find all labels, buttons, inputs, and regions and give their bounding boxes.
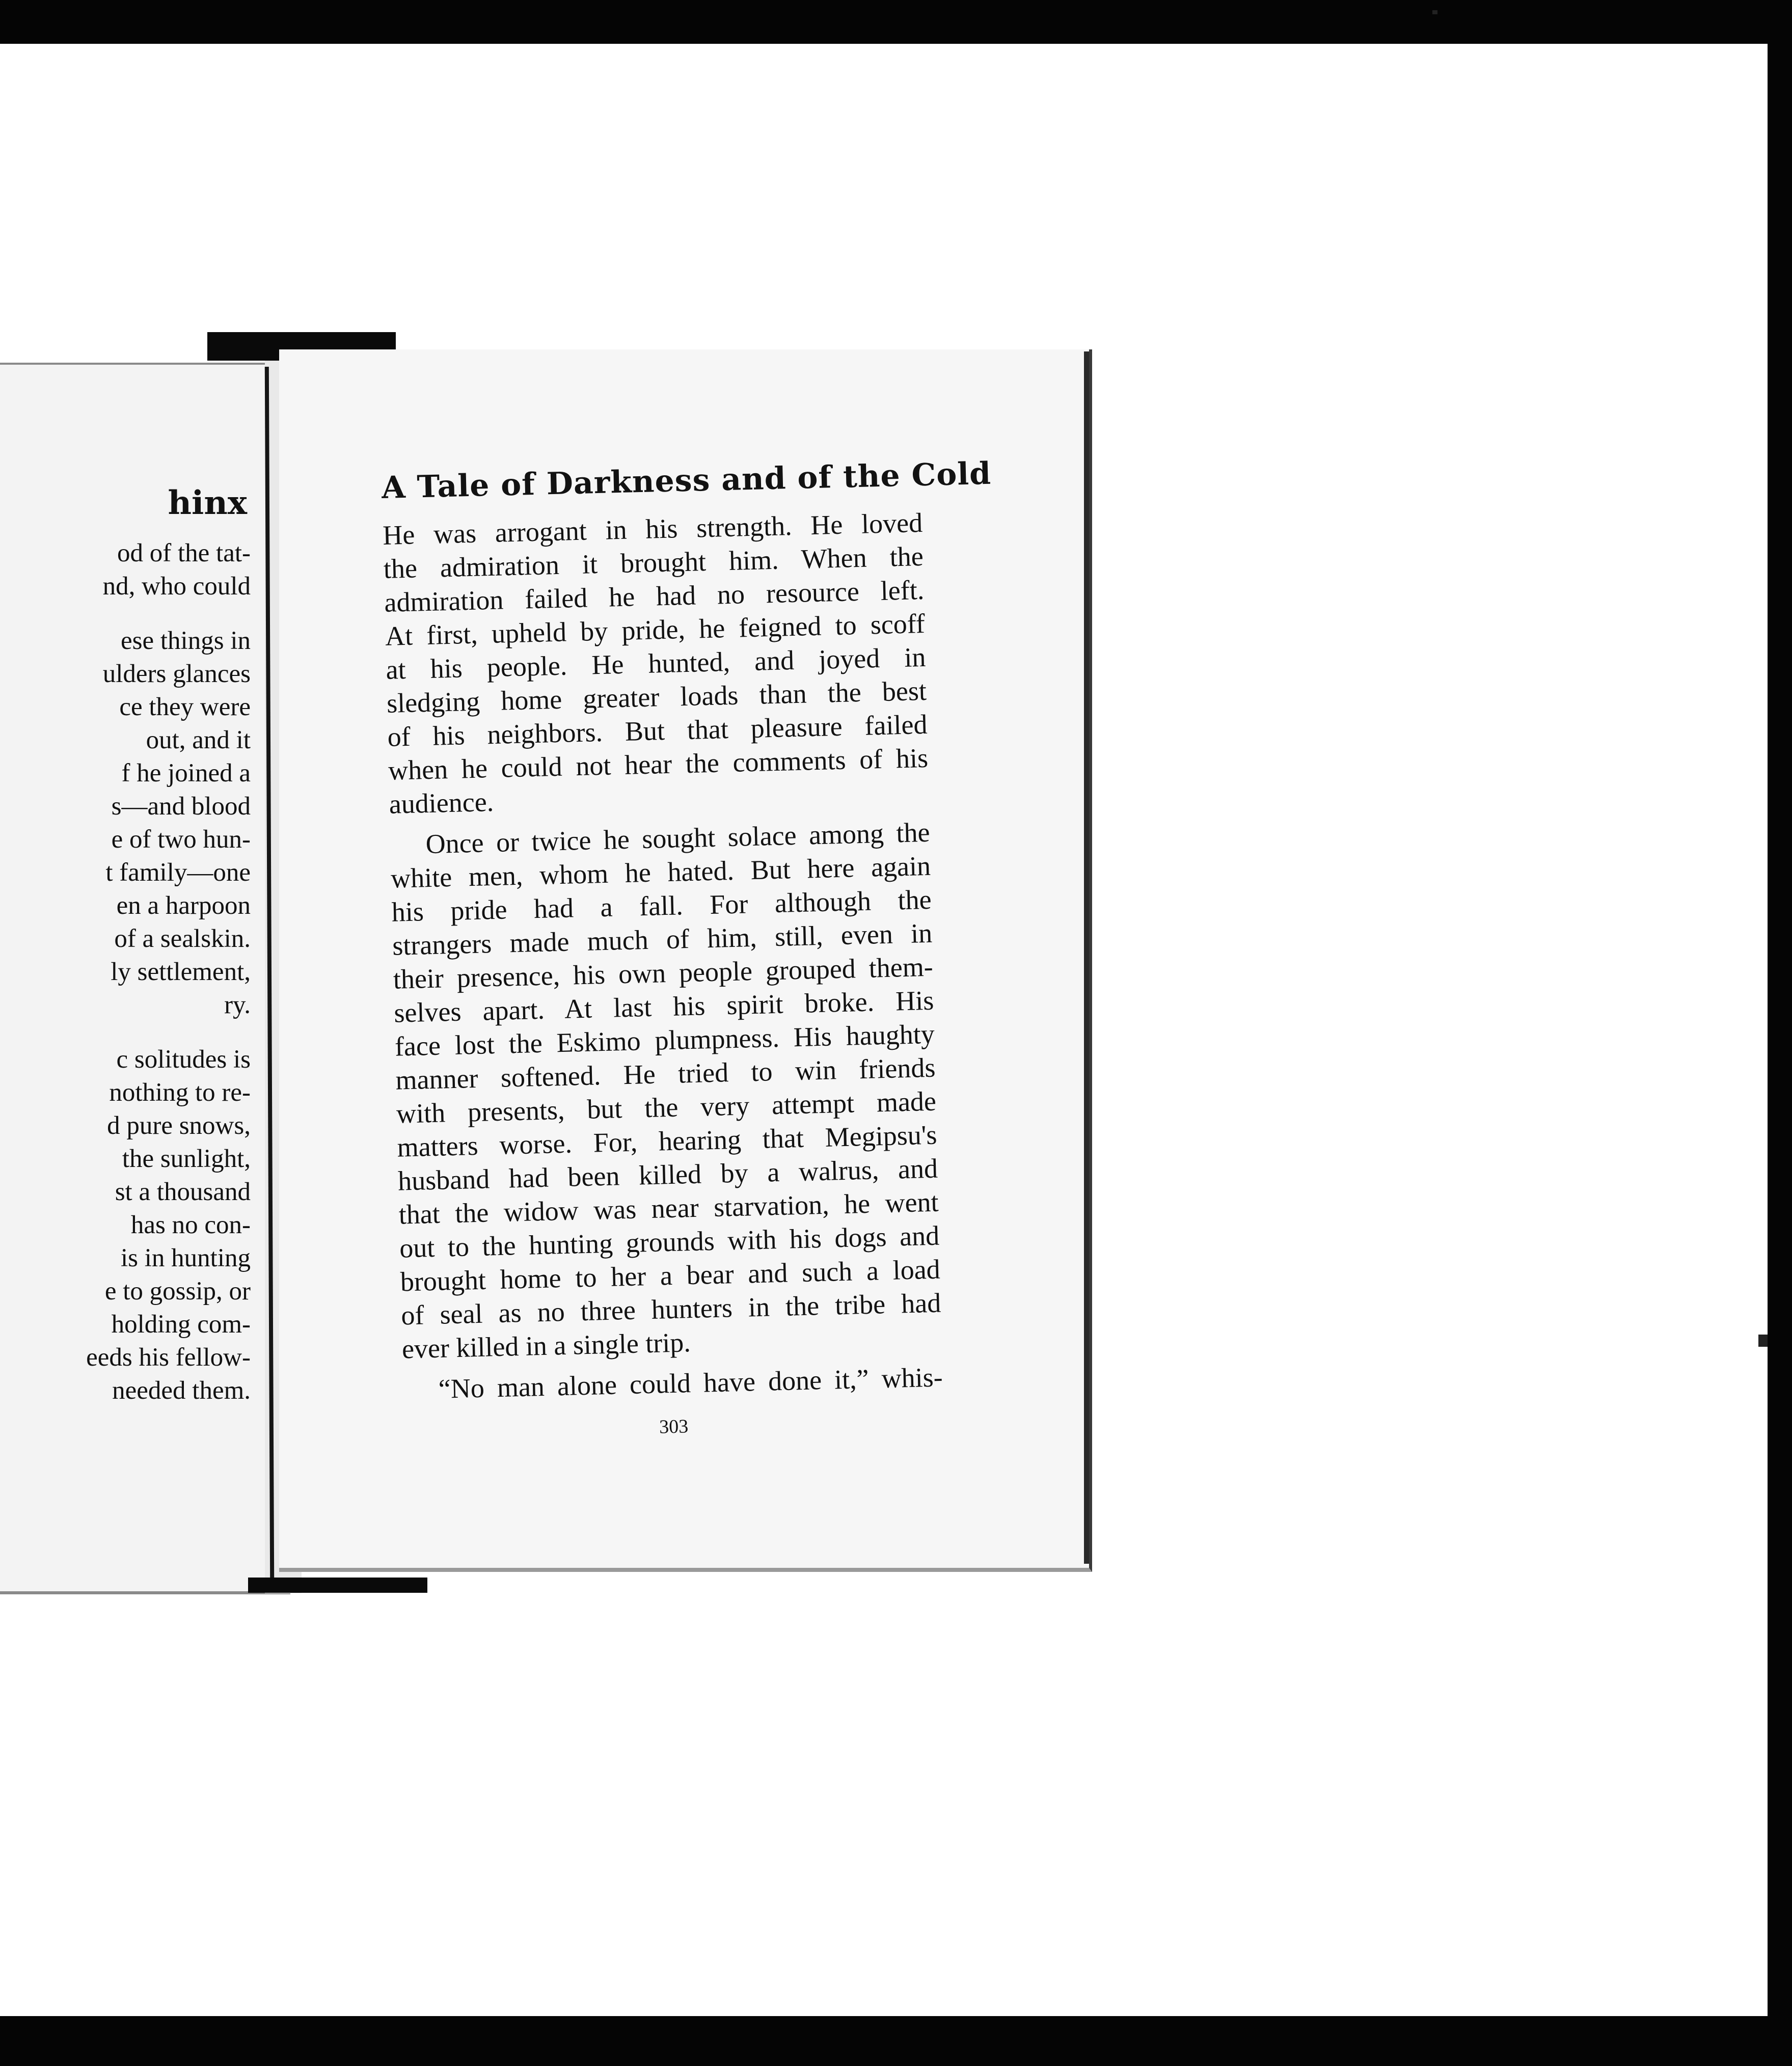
paragraph-indent [403, 1398, 439, 1399]
scanner-frame-bottom [0, 2016, 1792, 2066]
text-line: nd, who could [102, 572, 251, 601]
text-line: eeds his fellow- [86, 1343, 251, 1372]
text-line: od of the tat- [117, 539, 251, 567]
text-line: t family—one [105, 858, 251, 887]
text-line: st a thousand [115, 1178, 251, 1206]
scan-speck [1758, 1335, 1768, 1347]
text-line-content: when he could not hear the comments of his [388, 742, 929, 786]
text-line: d pure snows, [107, 1111, 251, 1140]
text-line-content: manner softened. He tried to win friends [395, 1052, 936, 1096]
scanner-frame-right [1768, 44, 1792, 2016]
text-line-content: the admiration it brought him. When the [383, 540, 924, 584]
paragraph-indent [390, 853, 426, 854]
text-line: needed them. [112, 1376, 251, 1405]
text-line-content: at his people. He hunted, and joyed in [385, 641, 927, 685]
body-text [383, 506, 943, 1406]
text-line: of a sealskin. [114, 925, 251, 953]
text-line-content: ever killed in a single trip. [401, 1327, 691, 1365]
text-line-content: strangers made much of him, still, even in [392, 917, 933, 961]
text-line-content: out to the hunting grounds with his dogs and [399, 1220, 940, 1264]
text-line: ly settlement, [111, 958, 251, 986]
binding-clip-bottom [248, 1578, 427, 1593]
text-line-content: audience. [389, 786, 494, 820]
text-line-content: husband had been killed by a walrus, and [397, 1153, 938, 1197]
text-line-content: white men, whom he hated. But here again [390, 850, 931, 894]
text-line: is in hunting [120, 1244, 251, 1272]
text-line-content: matters worse. For, hearing that Megipsu's [396, 1119, 938, 1163]
running-head: A Tale of Darkness and of the Cold [381, 455, 992, 506]
text-line-content: sledging home greater loads than the best [386, 675, 927, 719]
text-line-content: his pride had a fall. For although the [391, 884, 932, 928]
left-page-text [0, 537, 251, 1407]
text-line: nothing to re- [109, 1078, 251, 1107]
text-line-content: face lost the Eskimo plumpness. His haughty [394, 1018, 935, 1062]
text-line: e to gossip, or [104, 1277, 251, 1306]
left-page [0, 363, 290, 1594]
page-number: 303 [659, 1416, 689, 1438]
text-line: ry. [224, 991, 251, 1019]
text-line-content: brought home to her a bear and such a load [400, 1254, 941, 1297]
text-line: holding com- [111, 1310, 251, 1339]
text-line: c solitudes is [116, 1045, 251, 1074]
text-line: the sunlight, [122, 1145, 251, 1173]
scanner-frame-top [0, 0, 1792, 44]
text-line-content: At first, upheld by pride, he feigned to scoff [385, 608, 926, 651]
text-line: ulders glances [102, 660, 251, 688]
text-line-content: admiration failed he had no resource left. [384, 574, 925, 618]
text-line-content: that the widow was near starvation, he went [398, 1186, 939, 1230]
text-line-content: their presence, his own people grouped them- [393, 951, 934, 995]
text-line: s—and blood [111, 792, 251, 821]
text-line: ce they were [119, 693, 251, 721]
text-line-content: Once or twice he sought solace among the [425, 817, 931, 860]
text-line-content: of his neighbors. But that pleasure failed [387, 709, 928, 752]
text-line-content: of seal as no three hunters in the tribe had [400, 1287, 941, 1331]
page-text-block [381, 450, 992, 1444]
text-line: ese things in [121, 627, 251, 655]
text-line: f he joined a [121, 759, 251, 787]
text-line: e of two hun- [111, 825, 251, 854]
page-edge [1084, 351, 1089, 1564]
scan-speck [1432, 10, 1437, 14]
text-line-content: “No man alone could have done it,” whis- [438, 1362, 943, 1404]
text-line: has no con- [130, 1211, 251, 1239]
text-line: out, and it [146, 726, 251, 754]
text-line-content: He was arrogant in his strength. He loved [382, 507, 923, 551]
text-line: en a harpoon [116, 891, 251, 920]
right-page [279, 349, 1092, 1572]
text-line-content: with presents, but the very attempt made [396, 1085, 937, 1129]
text-line-content: selves apart. At last his spirit broke. His [393, 985, 934, 1028]
left-running-head: hinx [168, 484, 247, 522]
